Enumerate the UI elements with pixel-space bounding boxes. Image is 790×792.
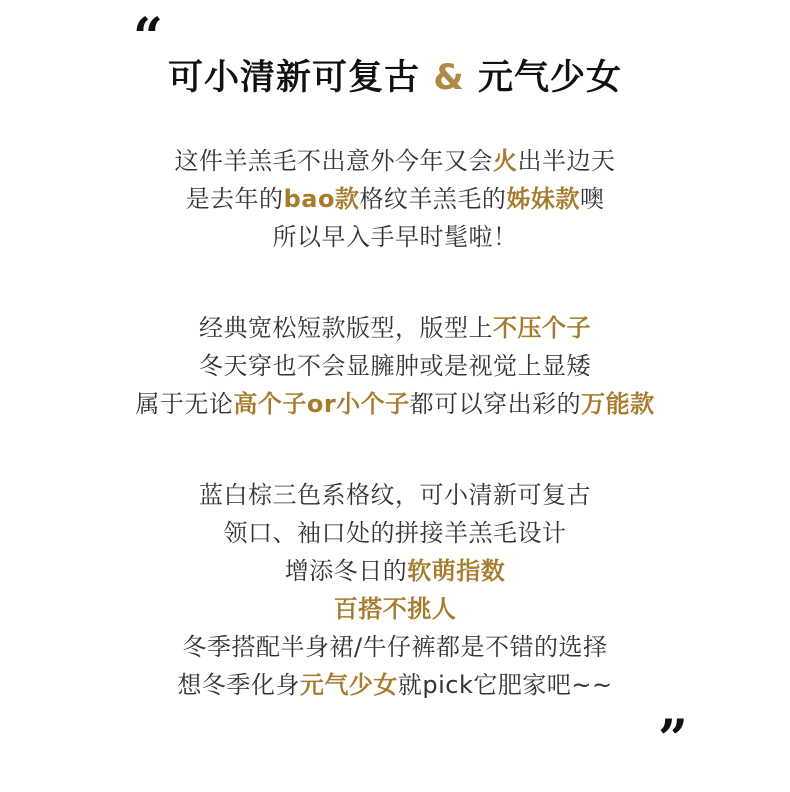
paragraph-spacer	[0, 256, 790, 309]
title-ampersand: &	[433, 58, 465, 98]
paragraph-3-line-5	[0, 628, 790, 666]
paragraph-2-line-3	[0, 385, 790, 423]
title-part-1: 可小清新可复古	[168, 58, 434, 98]
paragraph-3-line-6	[0, 666, 790, 704]
paragraph-spacer	[0, 423, 790, 476]
paragraph-2-line-2	[0, 347, 790, 385]
highlight-text: 软萌指数	[407, 557, 506, 585]
text-segment: 格纹羊羔毛的	[359, 185, 507, 213]
text-segment: 是去年的	[185, 185, 284, 213]
text-segment: 属于无论	[135, 390, 234, 418]
text-segment: 想冬季化身	[177, 671, 300, 699]
title-part-2: 元气少女	[464, 58, 622, 98]
paragraph-2-line-1	[0, 309, 790, 347]
article-body	[0, 142, 790, 704]
paragraph-3-line-2	[0, 514, 790, 552]
highlight-text: 百搭不挑人	[333, 595, 457, 623]
text-segment: 冬天穿也不会显臃肿或是视觉上显矮	[199, 352, 591, 380]
paragraph-1-line-3	[0, 218, 790, 256]
text-segment: 蓝白棕三色系格纹，可小清新可复古	[199, 481, 591, 509]
paragraph-3-line-1	[0, 476, 790, 514]
highlight-text: 火	[493, 147, 518, 175]
close-quote-mark: ”	[658, 709, 688, 770]
highlight-text: 元气少女	[299, 671, 398, 699]
text-segment: 所以早入手早时髦啦！	[272, 223, 518, 251]
highlight-text: 姊妹款	[506, 185, 580, 213]
text-segment: 就pick它肥家吧~~	[397, 671, 613, 699]
paragraph-3-line-4	[0, 590, 790, 628]
text-segment: 出半边天	[517, 147, 616, 175]
text-segment: 噢	[579, 185, 605, 213]
paragraph-1-line-2	[0, 180, 790, 218]
highlight-text: bao款	[283, 185, 360, 213]
page-title	[0, 50, 790, 106]
open-quote-mark: “	[133, 7, 163, 68]
highlight-text: 高个子or小个子	[233, 390, 410, 418]
text-segment: 这件羊羔毛不出意外今年又会	[174, 147, 493, 175]
text-segment: 增添冬日的	[284, 557, 408, 585]
highlight-text: 不压个子	[493, 314, 591, 342]
paragraph-1-line-1	[0, 142, 790, 180]
paragraph-3-line-3	[0, 552, 790, 590]
text-segment: 冬季搭配半身裙/牛仔裤都是不错的选择	[182, 633, 608, 661]
highlight-text: 万能款	[581, 390, 655, 418]
text-segment: 领口、袖口处的拼接羊羔毛设计	[223, 519, 567, 547]
text-segment: 都可以穿出彩的	[409, 390, 582, 418]
text-segment: 经典宽松短款版型，版型上	[199, 314, 493, 342]
